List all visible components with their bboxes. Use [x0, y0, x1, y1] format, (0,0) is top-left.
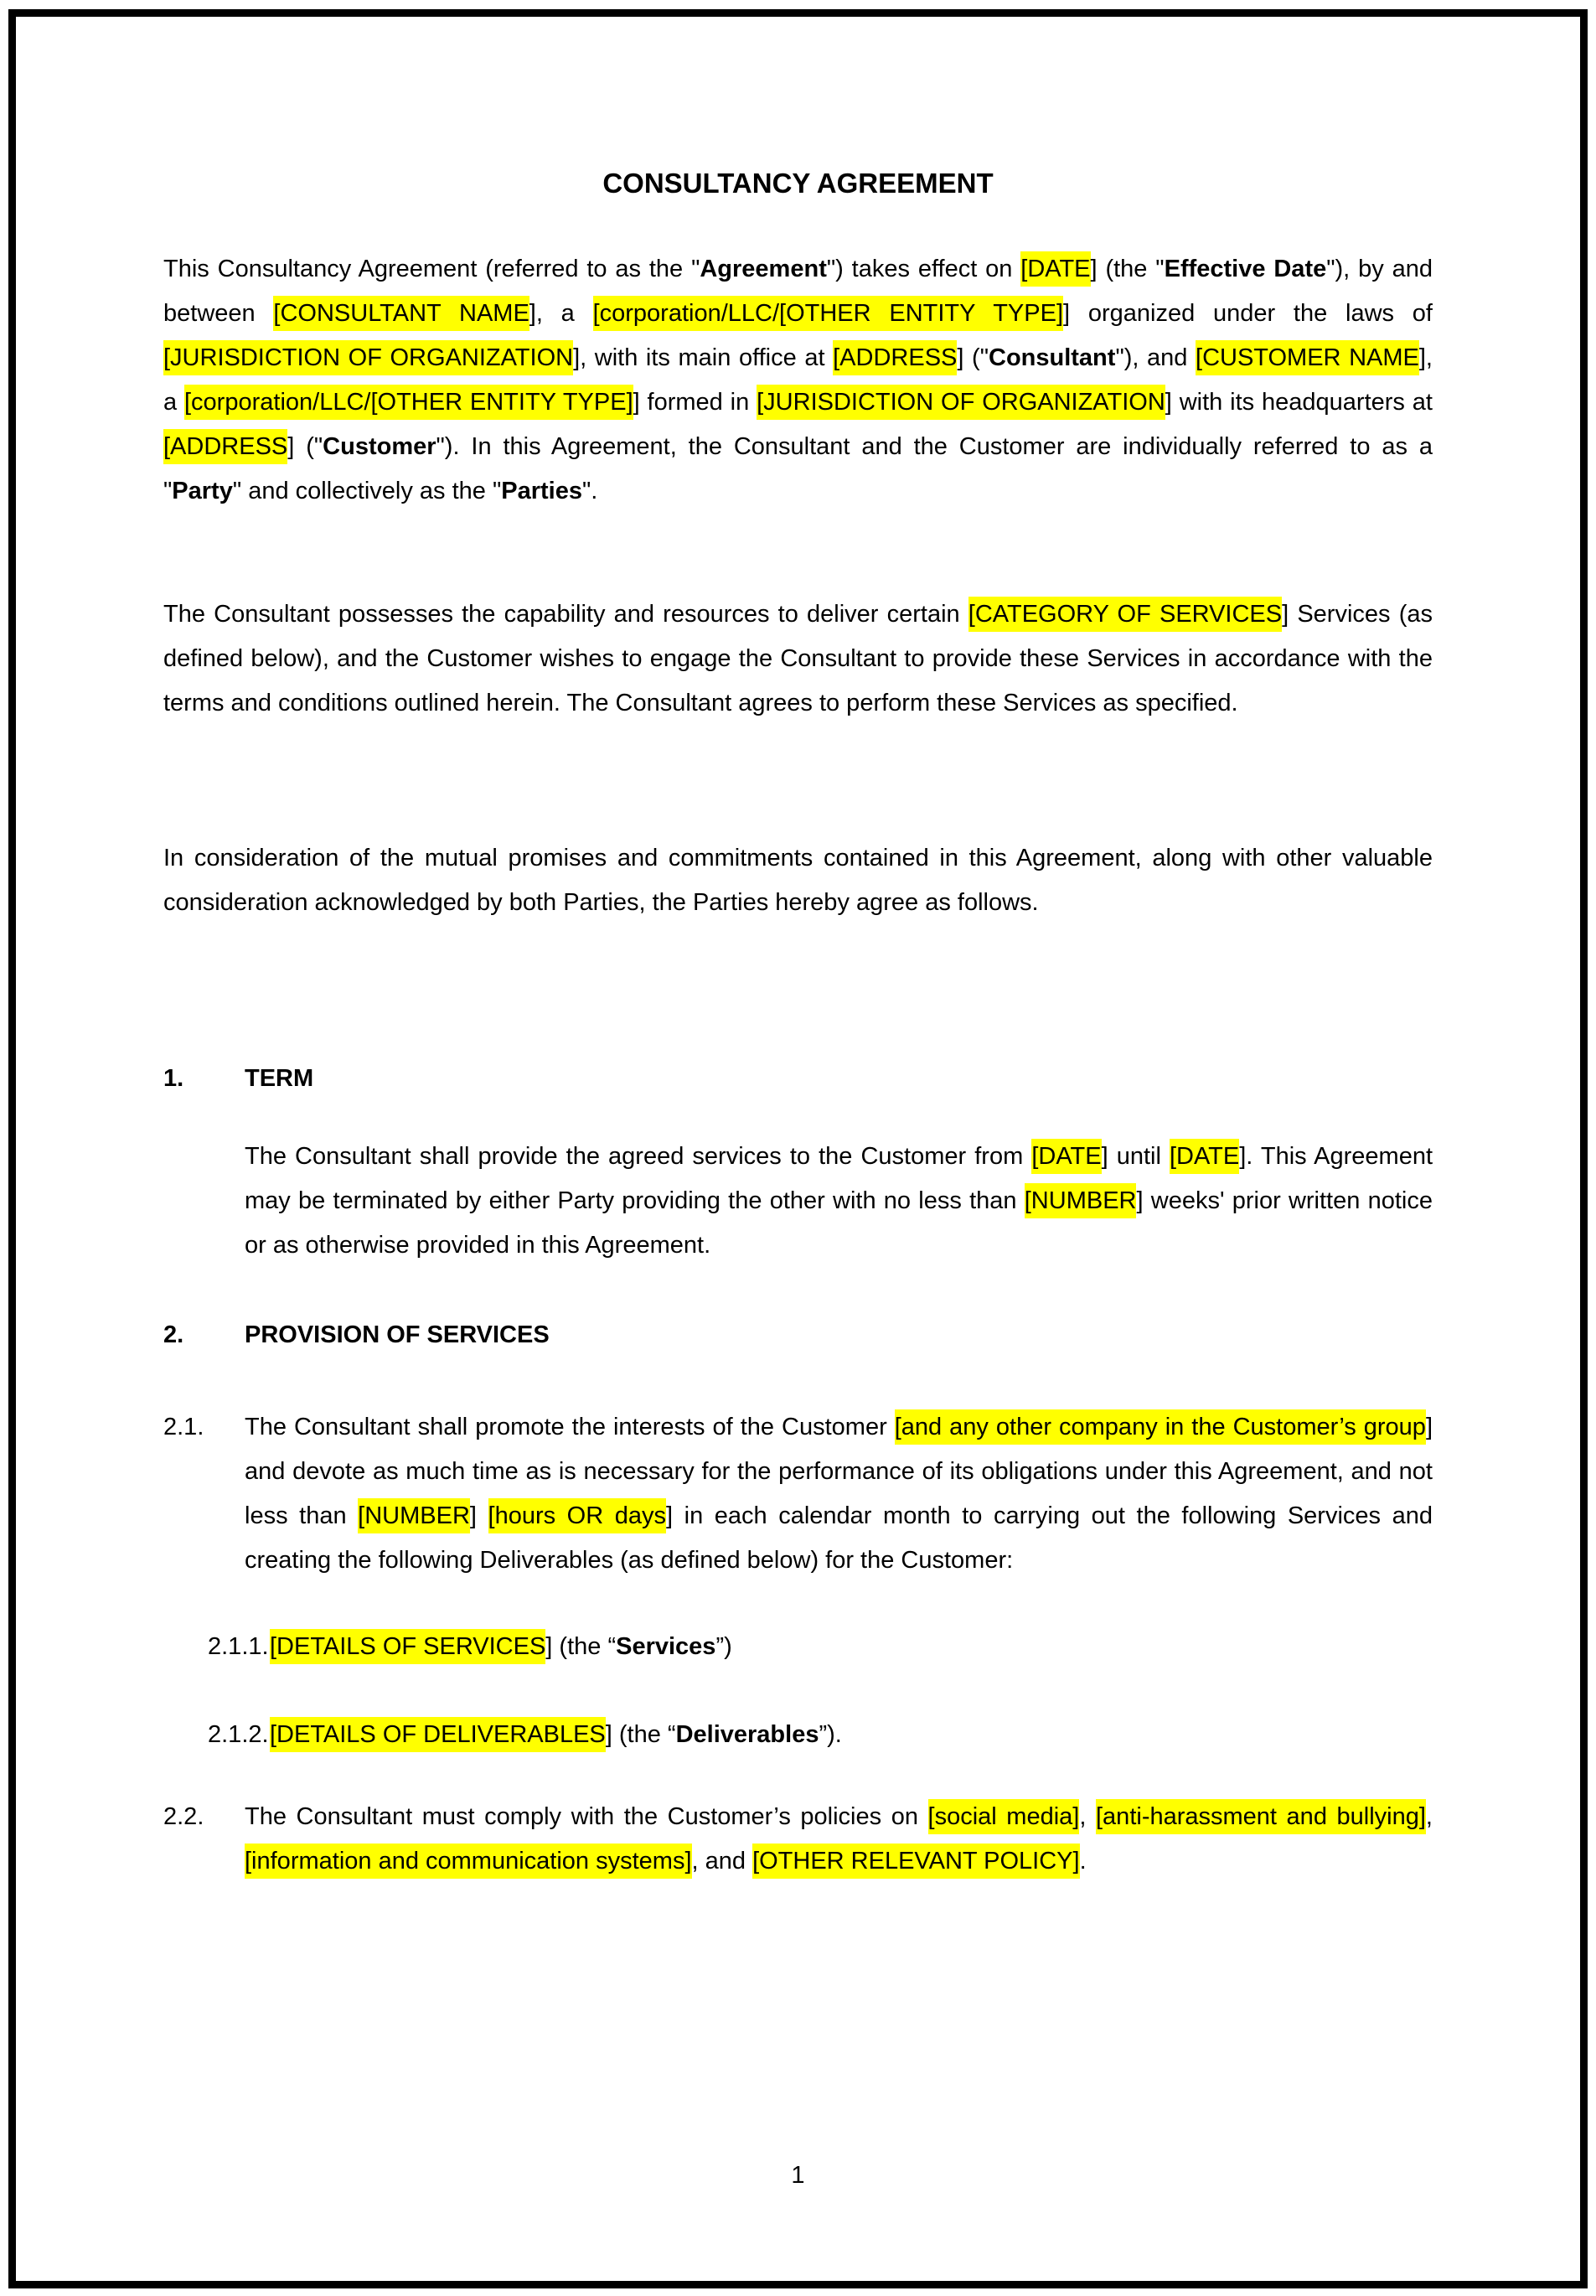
placeholder-field: [JURISDICTION OF ORGANIZATION: [757, 385, 1165, 420]
placeholder-field: [DETAILS OF SERVICES: [270, 1629, 545, 1664]
text-run: ]. This Agreement may be terminated by either Party providing the other with no less than: [245, 1143, 1433, 1214]
section-1-heading: [163, 1057, 1433, 1101]
text-run: ]: [469, 1502, 488, 1529]
text-run: ”): [715, 1633, 732, 1660]
text-run: ] formed in: [633, 389, 757, 416]
text-run: Services: [616, 1633, 716, 1660]
text-run: The Consultant shall promote the interests of the Customer: [245, 1414, 895, 1440]
text-run: Agreement: [700, 256, 827, 282]
section-2-heading: [163, 1313, 1433, 1357]
clause-number: 2.1.2.: [208, 1721, 269, 1748]
text-run: Effective Date: [1164, 256, 1327, 282]
text-run: ") takes effect on: [826, 256, 1021, 282]
text-run: "). In this Agreement, the Consultant and the Customer are individually referred to as a ": [163, 433, 1433, 504]
clause-number: 2.2.: [163, 1803, 204, 1830]
placeholder-field: [DETAILS OF DELIVERABLES: [270, 1717, 606, 1752]
placeholder-field: [anti-harassment and bullying]: [1096, 1799, 1426, 1834]
text-run: PROVISION OF SERVICES: [245, 1321, 550, 1348]
clause-2-2: [163, 1795, 1433, 1884]
placeholder-field: [corporation/LLC/[OTHER ENTITY TYPE]: [184, 385, 633, 420]
text-run: TERM: [245, 1065, 314, 1092]
text-run: ".: [582, 478, 598, 504]
text-run: This Consultancy Agreement (referred to as the ": [163, 256, 700, 282]
text-run: Party: [172, 478, 233, 504]
text-run: ], with its main office at: [573, 344, 834, 371]
placeholder-field: [CUSTOMER NAME: [1196, 340, 1419, 375]
text-run: "), by and between: [163, 256, 1433, 327]
placeholder-field: [social media]: [928, 1799, 1080, 1834]
clause-2-1: [163, 1405, 1433, 1583]
document-body: [163, 247, 1433, 1884]
placeholder-field: [information and communication systems]: [245, 1844, 692, 1879]
text-run: " and collectively as the ": [232, 478, 502, 504]
text-run: ] in each calendar month to carrying out the following Services and creating the following Deliverables (as defined below) for the Customer:: [245, 1502, 1433, 1574]
consideration-paragraph: [163, 836, 1433, 925]
text-run: ] (the ": [1090, 256, 1165, 282]
clause-number: 2.1.1.: [208, 1633, 269, 1660]
clause-2-1-1: [163, 1625, 1433, 1669]
text-run: In consideration of the mutual promises and commitments contained in this Agreement, along with other valuable consideration acknowledged by both Parties, the Parties hereby agree as follows.: [163, 845, 1433, 916]
text-run: ] (the “: [545, 1633, 617, 1660]
placeholder-field: [DATE: [1031, 1139, 1101, 1174]
text-run: ”).: [819, 1721, 842, 1748]
text-run: The Consultant possesses the capability and resources to deliver certain: [163, 601, 968, 628]
text-run: ] with its headquarters at: [1165, 389, 1433, 416]
clause-number: 2.: [163, 1321, 184, 1348]
clause-2-1-2: [163, 1713, 1433, 1757]
text-run: ] (": [957, 344, 989, 371]
placeholder-field: [CATEGORY OF SERVICES: [968, 597, 1282, 632]
text-run: The Consultant must comply with the Customer’s policies on: [245, 1803, 928, 1830]
text-run: "), and: [1115, 344, 1196, 371]
clause-number: 1.: [163, 1065, 184, 1092]
placeholder-field: [corporation/LLC/[OTHER ENTITY TYPE]: [593, 296, 1063, 331]
text-run: Deliverables: [675, 1721, 819, 1748]
clause-number: 2.1.: [163, 1414, 204, 1440]
text-run: ] (the “: [605, 1721, 676, 1748]
capability-paragraph: [163, 592, 1433, 726]
term-paragraph: [245, 1135, 1433, 1268]
text-run: ], a: [163, 344, 1433, 416]
text-run: ] until: [1101, 1143, 1170, 1170]
text-run: , and: [691, 1848, 753, 1875]
placeholder-field: [CONSULTANT NAME: [273, 296, 529, 331]
placeholder-field: [DATE: [1170, 1139, 1239, 1174]
text-run: ] weeks' prior written notice or as otherwise provided in this Agreement.: [245, 1187, 1433, 1259]
text-run: ], a: [529, 300, 593, 327]
placeholder-field: [NUMBER: [358, 1498, 470, 1533]
text-run: ,: [1425, 1803, 1433, 1830]
text-run: The Consultant shall provide the agreed services to the Customer from: [245, 1143, 1032, 1170]
text-run: Customer: [323, 433, 436, 460]
preamble-paragraph: [163, 247, 1433, 514]
placeholder-field: [and any other company in the Customer’s group: [895, 1409, 1426, 1445]
text-run: ] (": [287, 433, 323, 460]
text-run: ,: [1079, 1803, 1096, 1830]
page-content: [16, 16, 1580, 1884]
placeholder-field: [NUMBER: [1025, 1183, 1137, 1218]
placeholder-field: [hours OR days: [488, 1498, 667, 1533]
placeholder-field: [ADDRESS: [833, 340, 957, 375]
placeholder-field: [DATE: [1020, 251, 1090, 287]
placeholder-field: [JURISDICTION OF ORGANIZATION: [163, 340, 573, 375]
placeholder-field: [ADDRESS: [163, 429, 287, 464]
text-run: .: [1079, 1848, 1087, 1875]
text-run: ] organized under the laws of: [1063, 300, 1433, 327]
text-run: ] Services (as defined below), and the Customer wishes to engage the Consultant to provide these Services in accordance with the terms and conditions outlined herein. The Consultant agrees to perform these Services as specified.: [163, 601, 1433, 716]
text-run: ] and devote as much time as is necessary for the performance of its obligations under this Agreement, and not less than: [245, 1414, 1433, 1529]
text-run: Parties: [501, 478, 582, 504]
placeholder-field: [OTHER RELEVANT POLICY]: [752, 1844, 1080, 1879]
page-number: 1: [791, 2162, 805, 2189]
text-run: Consultant: [989, 344, 1116, 371]
document-title: CONSULTANCY AGREEMENT: [602, 168, 994, 199]
